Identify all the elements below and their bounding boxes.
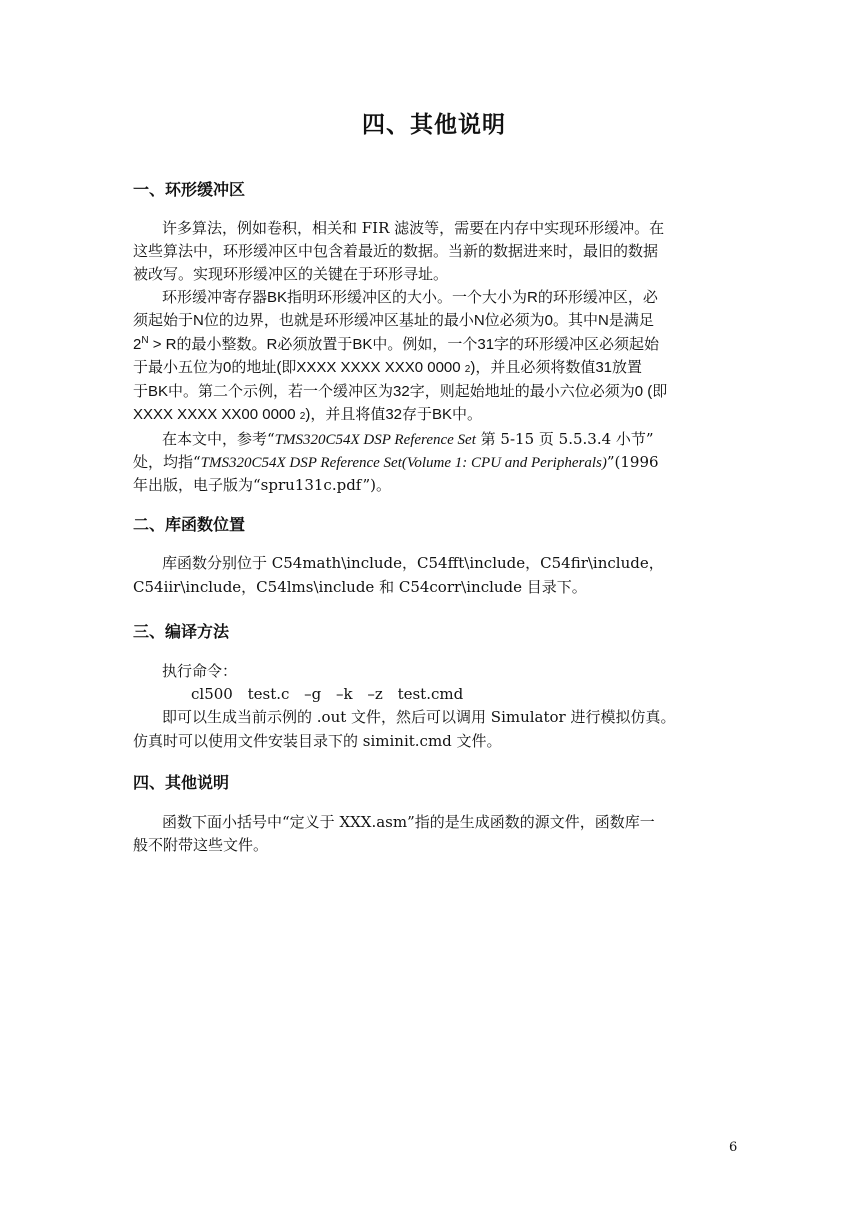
paragraph-line: 被改写。实现环形缓冲区的关键在于环形寻址。 — [133, 265, 449, 283]
paragraph-line: 执行命令： — [162, 662, 238, 680]
paragraph-line: 许多算法，例如卷积，相关和 FIR 滤波等，需要在内存中实现环形缓冲。在 — [162, 219, 665, 237]
paragraph-line: 年出版，电子版为“spru131c.pdf”)。 — [133, 476, 391, 494]
line-text: > R的最小整数。R必须放置于BK中。例如，一个31字的环形缓冲区必须起始 — [148, 336, 660, 353]
command-line: cl500 test.c –g –k –z test.cmd — [191, 685, 464, 703]
paragraph-line: 即可以生成当前示例的 .out 文件，然后可以调用 Simulator 进行模拟仿真。 — [162, 708, 676, 726]
paragraph-line — [133, 451, 659, 474]
section-heading-ring-buffer: 一、环形缓冲区 — [133, 180, 246, 199]
line-text: 第 5-15 页 5.5.3.4 小节” — [475, 430, 654, 448]
paragraph-line: 于BK中。第二个示例，若一个缓冲区为32字，则起始地址的最小六位必须为0 (即 — [133, 383, 668, 400]
reference-title: TMS320C54X DSP Reference Set(Volume 1: CPU and Peripherals) — [200, 455, 607, 471]
binary-subscript: 2 — [299, 411, 306, 422]
section-heading-other-notes: 四、其他说明 — [133, 773, 230, 792]
paragraph-line: 这些算法中，环形缓冲区中包含着最近的数据。当新的数据进来时，最旧的数据 — [133, 242, 659, 260]
line-text: XXXX XXXX XX00 0000 — [133, 406, 300, 423]
paragraph-line: 仿真时可以使用文件安装目录下的 siminit.cmd 文件。 — [133, 732, 502, 750]
reference-title: TMS320C54X DSP Reference Set — [274, 432, 476, 448]
paragraph-line: 库函数分别位于 C54math\include，C54fft\include，C54fir\include， — [162, 554, 664, 572]
paragraph-line — [133, 357, 642, 381]
section-heading-library-location: 二、库函数位置 — [133, 515, 246, 534]
line-text: )，并且将值32存于BK中。 — [305, 406, 483, 423]
power-base: 2 — [133, 336, 142, 353]
section-heading-compile-method: 三、编译方法 — [133, 622, 230, 641]
paragraph-line — [133, 404, 482, 428]
paragraph-line: 环形缓冲寄存器BK指明环形缓冲区的大小。一个大小为R的环形缓冲区，必 — [162, 289, 658, 306]
line-text: )，并且必须将数值31放置 — [470, 359, 643, 376]
paragraph-line: C54iir\include，C54lms\include 和 C54corr\include 目录下。 — [133, 578, 587, 596]
paragraph-line — [133, 334, 659, 356]
binary-subscript: 2 — [464, 364, 471, 375]
paragraph-line — [162, 428, 654, 451]
line-text: 处，均指“ — [133, 453, 201, 471]
paragraph-line: 须起始于N位的边界，也就是环形缓冲区基址的最小N位必须为0。其中N是满足 — [133, 312, 654, 329]
line-text: 于最小五位为0的地址(即XXXX XXXX XXX0 0000 — [133, 359, 465, 376]
page-number: 6 — [729, 1140, 738, 1155]
power-exponent: N — [141, 335, 149, 346]
line-text: 在本文中，参考“ — [162, 430, 275, 448]
page-title: 四、其他说明 — [362, 112, 506, 138]
line-text: ”(1996 — [606, 453, 659, 471]
paragraph-line: 般不附带这些文件。 — [133, 836, 269, 854]
paragraph-line: 函数下面小括号中“定义于 XXX.asm”指的是生成函数的源文件，函数库一 — [162, 813, 655, 831]
